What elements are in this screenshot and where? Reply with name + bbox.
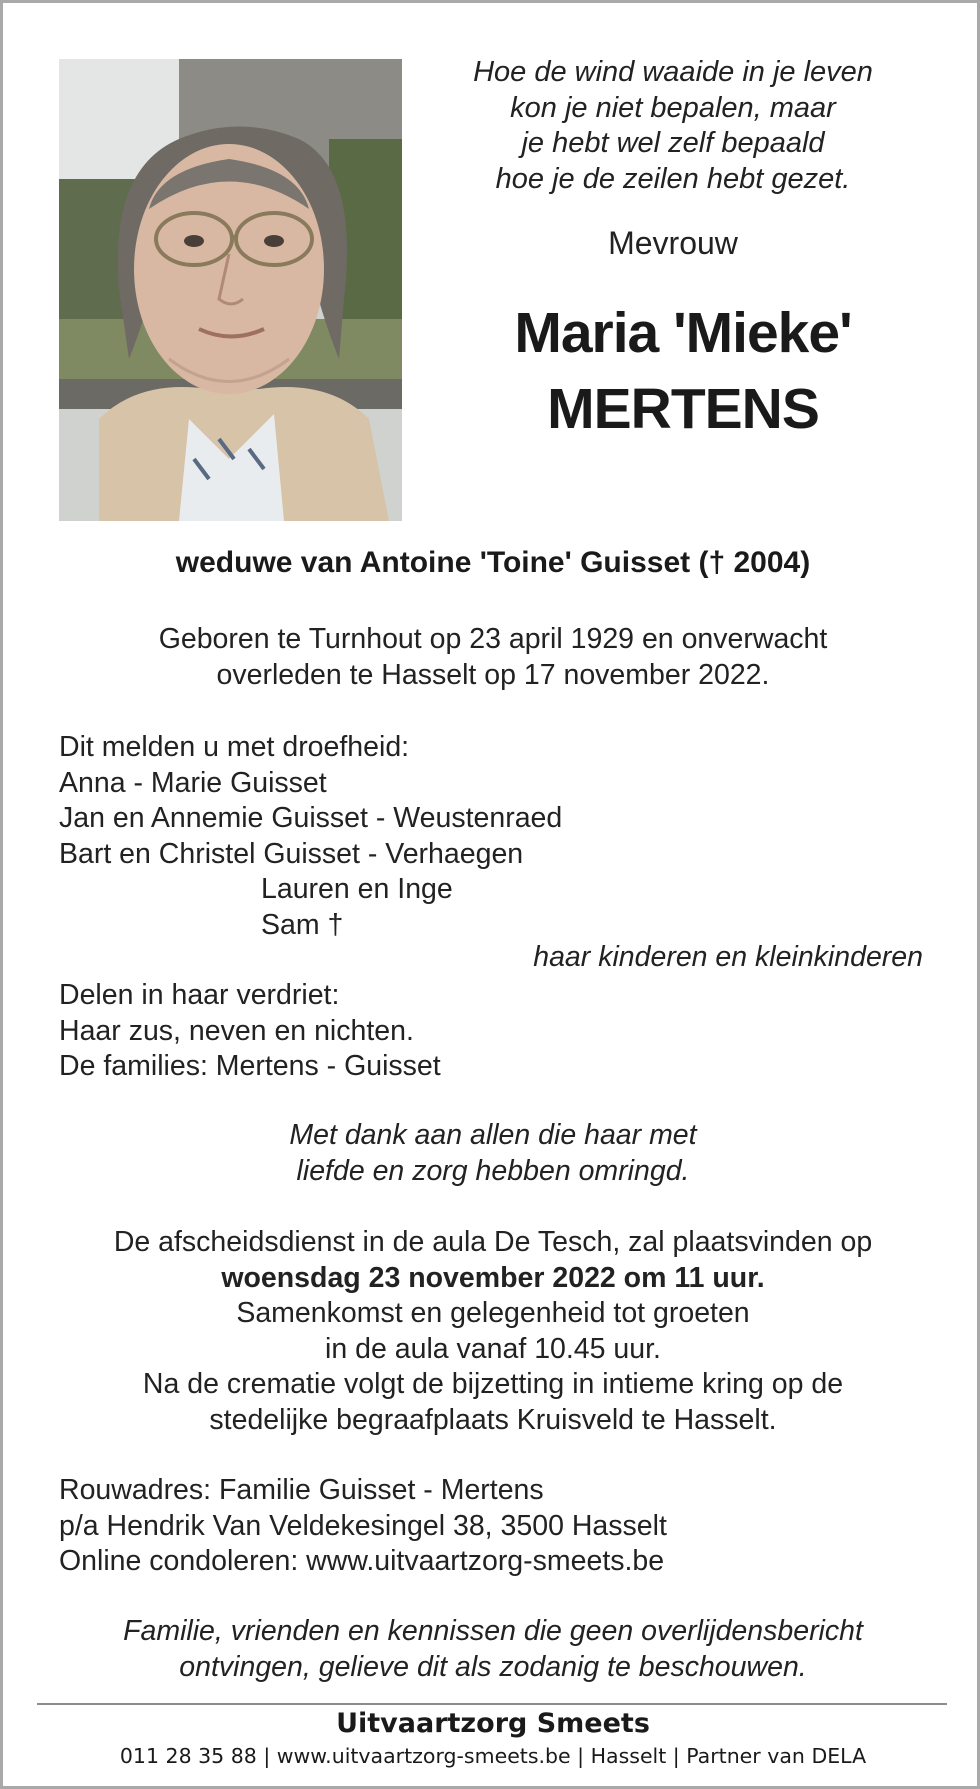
thanks xyxy=(33,1118,953,1189)
footnote-line: Familie, vrienden en kennissen die geen overlijdensbericht xyxy=(123,1615,863,1647)
birth-line: Geboren te Turnhout op 23 april 1929 en onverwacht xyxy=(158,623,828,655)
birth-death-info xyxy=(33,622,953,693)
deceased-first-name: Maria 'Mieke' xyxy=(514,301,852,365)
service-line: De afscheidsdienst in de aula De Tesch, zal plaatsvinden op xyxy=(113,1226,873,1258)
poem xyxy=(423,55,923,197)
divider xyxy=(37,1703,947,1705)
address-line: Rouwadres: Familie Guisset - Mertens xyxy=(59,1474,544,1506)
deceased-last-name: MERTENS xyxy=(547,377,819,441)
service-line: stedelijke begraafplaats Kruisveld te Hasselt. xyxy=(209,1403,777,1436)
family-intro: Dit melden u met droefheid: xyxy=(59,731,410,763)
portrait-photo xyxy=(59,59,402,521)
thanks-line: liefde en zorg hebben omringd. xyxy=(296,1154,690,1187)
thanks-line: Met dank aan allen die haar met xyxy=(289,1119,697,1151)
grandchild: Sam † xyxy=(261,908,344,941)
footnote xyxy=(33,1614,953,1685)
widow-line: weduwe van Antoine 'Toine' Guisset († 2004) xyxy=(175,546,811,579)
mourning-address xyxy=(59,1473,939,1580)
service-date: woensdag 23 november 2022 om 11 uur. xyxy=(221,1261,765,1294)
address-line: p/a Hendrik Van Veldekesingel 38, 3500 Hasselt xyxy=(59,1509,667,1542)
family-list xyxy=(59,730,939,943)
service-line: Samenkomst en gelegenheid tot groeten xyxy=(236,1297,750,1329)
death-line: overleden te Hasselt op 17 november 2022. xyxy=(216,658,770,691)
service-line: in de aula vanaf 10.45 uur. xyxy=(325,1332,661,1365)
deceased-name xyxy=(423,295,943,447)
poem-line: Hoe de wind waaide in je leven xyxy=(473,56,873,88)
poem-line: hoe je de zeilen hebt gezet. xyxy=(495,162,851,195)
funeral-home-contact: 011 28 35 88 | www.uitvaartzorg-smeets.be | Hasselt | Partner van DELA xyxy=(119,1744,867,1768)
poem-line: kon je niet bepalen, maar xyxy=(510,91,836,124)
family-member: Anna - Marie Guisset xyxy=(59,766,327,799)
footnote-line: ontvingen, gelieve dit als zodanig te beschouwen. xyxy=(179,1650,807,1683)
share-grief xyxy=(59,978,939,1085)
salutation: Mevrouw xyxy=(608,225,738,261)
share-line: Haar zus, neven en nichten. xyxy=(59,1014,414,1047)
share-line: De families: Mertens - Guisset xyxy=(59,1050,441,1082)
family-member: Jan en Annemie Guisset - Weustenraed xyxy=(59,802,563,834)
poem-line: je hebt wel zelf bepaald xyxy=(521,127,825,159)
service-line: Na de crematie volgt de bijzetting in intieme kring op de xyxy=(142,1368,844,1400)
funeral-home-name: Uitvaartzorg Smeets xyxy=(336,1708,650,1739)
service-info xyxy=(33,1225,953,1438)
share-intro: Delen in haar verdriet: xyxy=(59,979,340,1011)
grandchild: Lauren en Inge xyxy=(261,873,453,905)
family-member: Bart en Christel Guisset - Verhaegen xyxy=(59,837,524,870)
condolence-line: Online condoleren: www.uitvaartzorg-smeets.be xyxy=(59,1545,665,1577)
family-caption: haar kinderen en kleinkinderen xyxy=(533,941,923,973)
portrait-photo-icon xyxy=(59,59,402,521)
